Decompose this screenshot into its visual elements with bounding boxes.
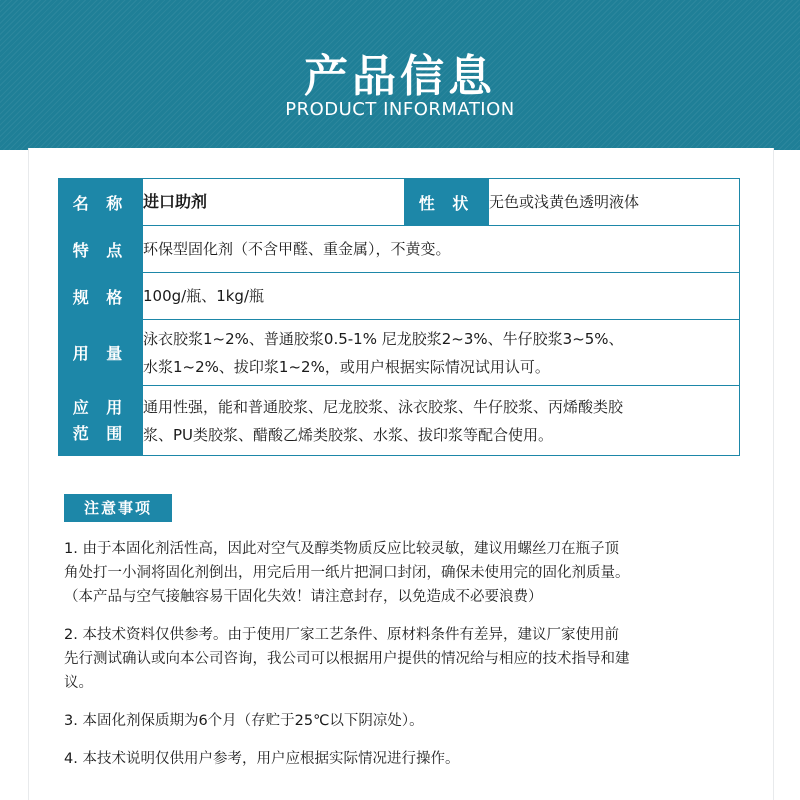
notice-item-3: 3. 本固化剂保质期为6个月（存贮于25℃以下阴凉处）。 bbox=[64, 713, 424, 729]
table-row bbox=[59, 386, 740, 456]
notice-badge: 注意事项 bbox=[64, 494, 172, 522]
name-value: 进口助剂 bbox=[143, 179, 405, 226]
property-label: 性 状 bbox=[405, 179, 489, 226]
feature-label: 特 点 bbox=[59, 226, 143, 273]
name-label: 名 称 bbox=[59, 179, 143, 226]
dosage-label: 用 量 bbox=[59, 320, 143, 386]
notice-item-2 bbox=[64, 623, 754, 695]
notice-item-1-line-2: 角处打一小洞将固化剂倒出，用完后用一纸片把洞口封闭，确保未使用完的固化剂质量。 bbox=[64, 565, 630, 581]
notice-item-2-line-2: 先行测试确认或向本公司咨询，我公司可以根据用户提供的情况给与相应的技术指导和建 bbox=[64, 651, 630, 667]
header-banner bbox=[0, 0, 800, 150]
table-row bbox=[59, 179, 740, 226]
product-info-table bbox=[58, 178, 740, 456]
application-label-line-2: 范 围 bbox=[72, 423, 129, 443]
table-row bbox=[59, 273, 740, 320]
notice-item-2-line-3: 议。 bbox=[64, 675, 93, 691]
table-row bbox=[59, 320, 740, 386]
page-subtitle: PRODUCT INFORMATION bbox=[285, 99, 515, 120]
notice-list bbox=[64, 537, 754, 785]
notice-item-4: 4. 本技术说明仅供用户参考，用户应根据实际情况进行操作。 bbox=[64, 751, 460, 767]
notice-item-1-line-3: （本产品与空气接触容易干固化失效！请注意封存，以免造成不必要浪费） bbox=[64, 589, 543, 605]
spec-value: 100g/瓶、1kg/瓶 bbox=[143, 273, 740, 320]
dosage-line-1: 泳衣胶浆1~2%、普通胶浆0.5-1% 尼龙胶浆2~3%、牛仔胶浆3~5%、 bbox=[143, 329, 624, 348]
application-line-1: 通用性强，能和普通胶浆、尼龙胶浆、泳衣胶浆、牛仔胶浆、丙烯酸类胶 bbox=[143, 397, 624, 416]
table-row bbox=[59, 226, 740, 273]
dosage-value bbox=[143, 320, 740, 386]
page-title: 产品信息 bbox=[304, 51, 496, 102]
application-line-2: 浆、PU类胶浆、醋酸乙烯类胶浆、水浆、拔印浆等配合使用。 bbox=[143, 425, 554, 444]
notice-item-1-line-1: 1. 由于本固化剂活性高，因此对空气及醇类物质反应比较灵敏，建议用螺丝刀在瓶子顶 bbox=[64, 541, 619, 557]
application-label-line-1: 应 用 bbox=[72, 397, 129, 417]
spec-label: 规 格 bbox=[59, 273, 143, 320]
application-label bbox=[59, 386, 143, 456]
feature-value: 环保型固化剂（不含甲醛、重金属），不黄变。 bbox=[143, 226, 740, 273]
property-value: 无色或浅黄色透明液体 bbox=[489, 179, 740, 226]
notice-item-2-line-1: 2. 本技术资料仅供参考。由于使用厂家工艺条件、原材料条件有差异，建议厂家使用前 bbox=[64, 627, 619, 643]
dosage-line-2: 水浆1~2%、拔印浆1~2%，或用户根据实际情况试用认可。 bbox=[143, 357, 550, 376]
application-value bbox=[143, 386, 740, 456]
notice-item-1 bbox=[64, 537, 754, 609]
